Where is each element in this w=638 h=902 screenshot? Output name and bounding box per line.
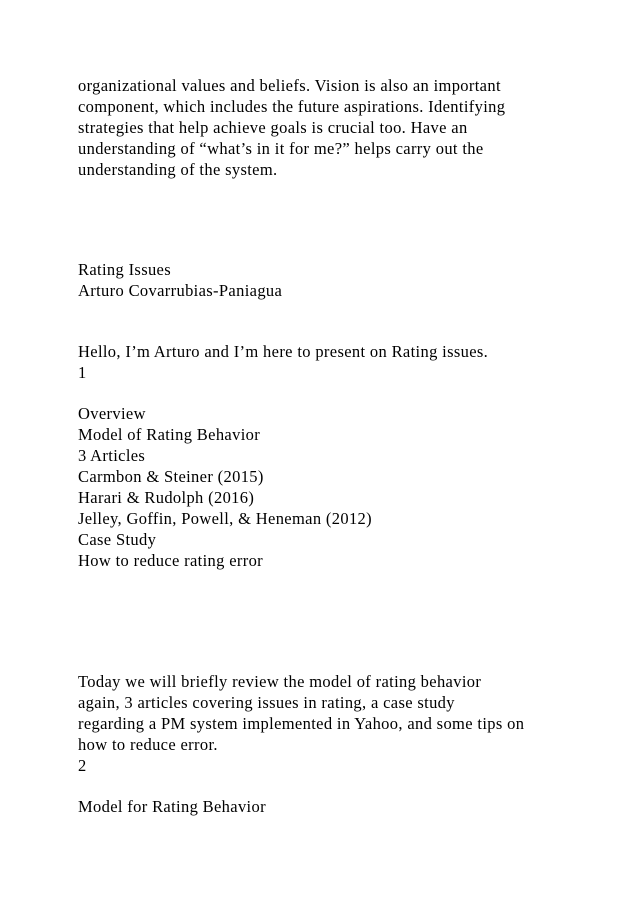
- slide2-note-line-3: regarding a PM system implemented in Yahoo, and some tips on: [78, 714, 525, 733]
- intro-line-3: strategies that help achieve goals is crucial too. Have an: [78, 118, 468, 137]
- overview-item: Jelley, Goffin, Powell, & Heneman (2012): [78, 509, 372, 528]
- slide2-note-line-4: how to reduce error.: [78, 735, 218, 754]
- intro-line-2: component, which includes the future aspirations. Identifying: [78, 97, 506, 116]
- slide1-speaker-note: Hello, I’m Arturo and I’m here to present on Rating issues.: [78, 342, 489, 361]
- overview-item: Case Study: [78, 530, 157, 549]
- next-section-heading: Model for Rating Behavior: [78, 797, 266, 816]
- slide2-note-line-2: again, 3 articles covering issues in rating, a case study: [78, 693, 455, 712]
- presentation-author: Arturo Covarrubias-Paniagua: [78, 281, 283, 300]
- overview-item: 3 Articles: [78, 446, 146, 465]
- intro-line-4: understanding of “what’s in it for me?” helps carry out the: [78, 139, 484, 158]
- intro-line-1: organizational values and beliefs. Vision is also an important: [78, 76, 501, 95]
- overview-item: Model of Rating Behavior: [78, 425, 261, 444]
- slide1-number: 1: [78, 363, 87, 382]
- overview-item: Harari & Rudolph (2016): [78, 488, 255, 507]
- slide2-note-line-1: Today we will briefly review the model of rating behavior: [78, 672, 482, 691]
- overview-item: How to reduce rating error: [78, 551, 264, 570]
- overview-heading: Overview: [78, 404, 146, 423]
- slide2-number: 2: [78, 756, 87, 775]
- presentation-title: Rating Issues: [78, 260, 172, 279]
- overview-item: Carmbon & Steiner (2015): [78, 467, 264, 486]
- intro-line-5: understanding of the system.: [78, 160, 278, 179]
